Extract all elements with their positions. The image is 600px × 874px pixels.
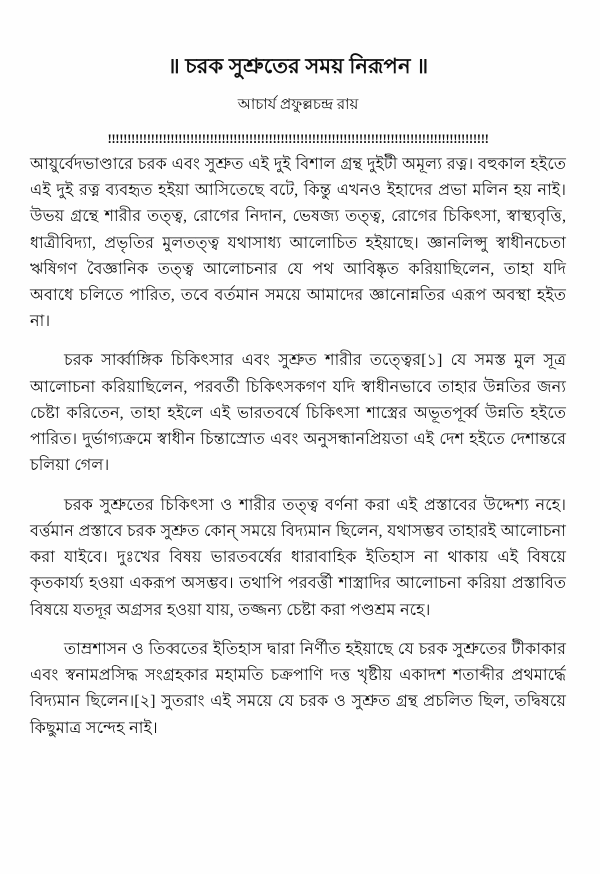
body-text xyxy=(30,151,566,741)
ornamental-divider: !!!!!!!!!!!!!!!!!!!!!!!!!!!!!!!!!!!!!!!!!!!!!!!!!!!!!!!!!!!!!!!!!!!!!!!!!!!!!!!!!!!!!!!!!!!!!!!!! xyxy=(107,131,489,145)
author-name: আচার্য প্রফুল্লচন্দ্র রায় xyxy=(237,97,359,114)
paragraph: তাম্রশাসন ও তিব্বতের ইতিহাস দ্বারা নির্ণীত হইয়াছে যে চরক সুশ্রুতের টীকাকার এবং স্বনামপ্রসিদ্ধ সংগ্রহকার মহামতি চক্রপাণি দত্ত খৃষ্টীয় একাদশ শতাব্দীর প্রথমার্দ্ধে বিদ্যমান ছিলেন।[২] সুতরাং এই সময়ে যে চরক ও সুশ্রুত গ্রন্থ প্রচলিত ছিল, তদ্বিষয়ে কিছুমাত্র সন্দেহ নাই। xyxy=(30,639,566,737)
paragraph: চরক সার্ব্বাঙ্গিক চিকিৎসার এবং সুশ্রুত শারীর তত্ত্বের[১] যে সমস্ত মুল সূত্র আলোচনা করিয়াছিলেন, পরবর্তী চিকিৎসকগণ যদি স্বাধীনভাবে তাহার উন্নতির জন্য চেষ্টা করিতেন, তাহা হইলে এই ভারতবর্ষে চিকিৎসা শাস্ত্রের অভূতপূর্ব্ব উন্নতি হইতে পারিত। দুর্ভাগ্যক্রমে স্বাধীন চিন্তাস্রোত এবং অনুসন্ধানপ্রিয়তা এই দেশ হইতে দেশান্তরে চলিয়া গেল। xyxy=(30,351,566,475)
page-title: ॥ চরক সুশ্রুতের সময় নিরূপন ॥ xyxy=(167,54,429,78)
paragraph: আয়ুর্বেদভাণ্ডারে চরক এবং সুশ্রুত এই দুই বিশাল গ্রন্থ দুইটী অমূল্য রত্ন। বহুকাল হইতে এই দুই রত্ন ব্যবহৃত হইয়া আসিতেছে বটে, কিন্তু এখনও ইহাদের প্রভা মলিন হয় নাই। উভয় গ্রন্থে শারীর তত্ত্ব, রোগের নিদান, ভেষজ্য তত্ত্ব, রোগের চিকিৎসা, স্বাস্থ্যবৃত্তি, ধাত্রীবিদ্যা, প্রভৃতির মুলতত্ত্ব যথাসাধ্য আলোচিত হইয়াছে। জ্ঞানলিপ্সু স্বাধীনচেতা ঋষিগণ বৈজ্ঞানিক তত্ত্ব আলোচনার যে পথ আবিষ্কৃত করিয়াছিলেন, তাহা যদি অবাধে চলিতে পারিত, তবে বর্তমান সময়ে আমাদের জ্ঞানোন্নতির এরূপ অবস্থা হইত না। xyxy=(30,154,566,331)
paragraph: চরক সুশ্রুতের চিকিৎসা ও শারীর তত্ত্ব বর্ণনা করা এই প্রস্তাবের উদ্দেশ্য নহে। বর্ত্তমান প্রস্তাবে চরক সুশ্রুত কোন্ সময়ে বিদ্যমান ছিলেন, যথাসম্ভব তাহারই আলোচনা করা যাইবে। দুঃখের বিষয় ভারতবর্ষের ধারাবাহিক ইতিহাস না থাকায় এই বিষয়ে কৃতকার্য্য হওয়া একরূপ অসম্ভব। তথাপি পরবর্ত্তী শাস্ত্রাদির আলোচনা করিয়া প্রস্তাবিত বিষয়ে যতদূর অগ্রসর হওয়া যায়, তজ্জন্য চেষ্টা করা পণ্ডশ্রম নহে। xyxy=(30,495,566,619)
